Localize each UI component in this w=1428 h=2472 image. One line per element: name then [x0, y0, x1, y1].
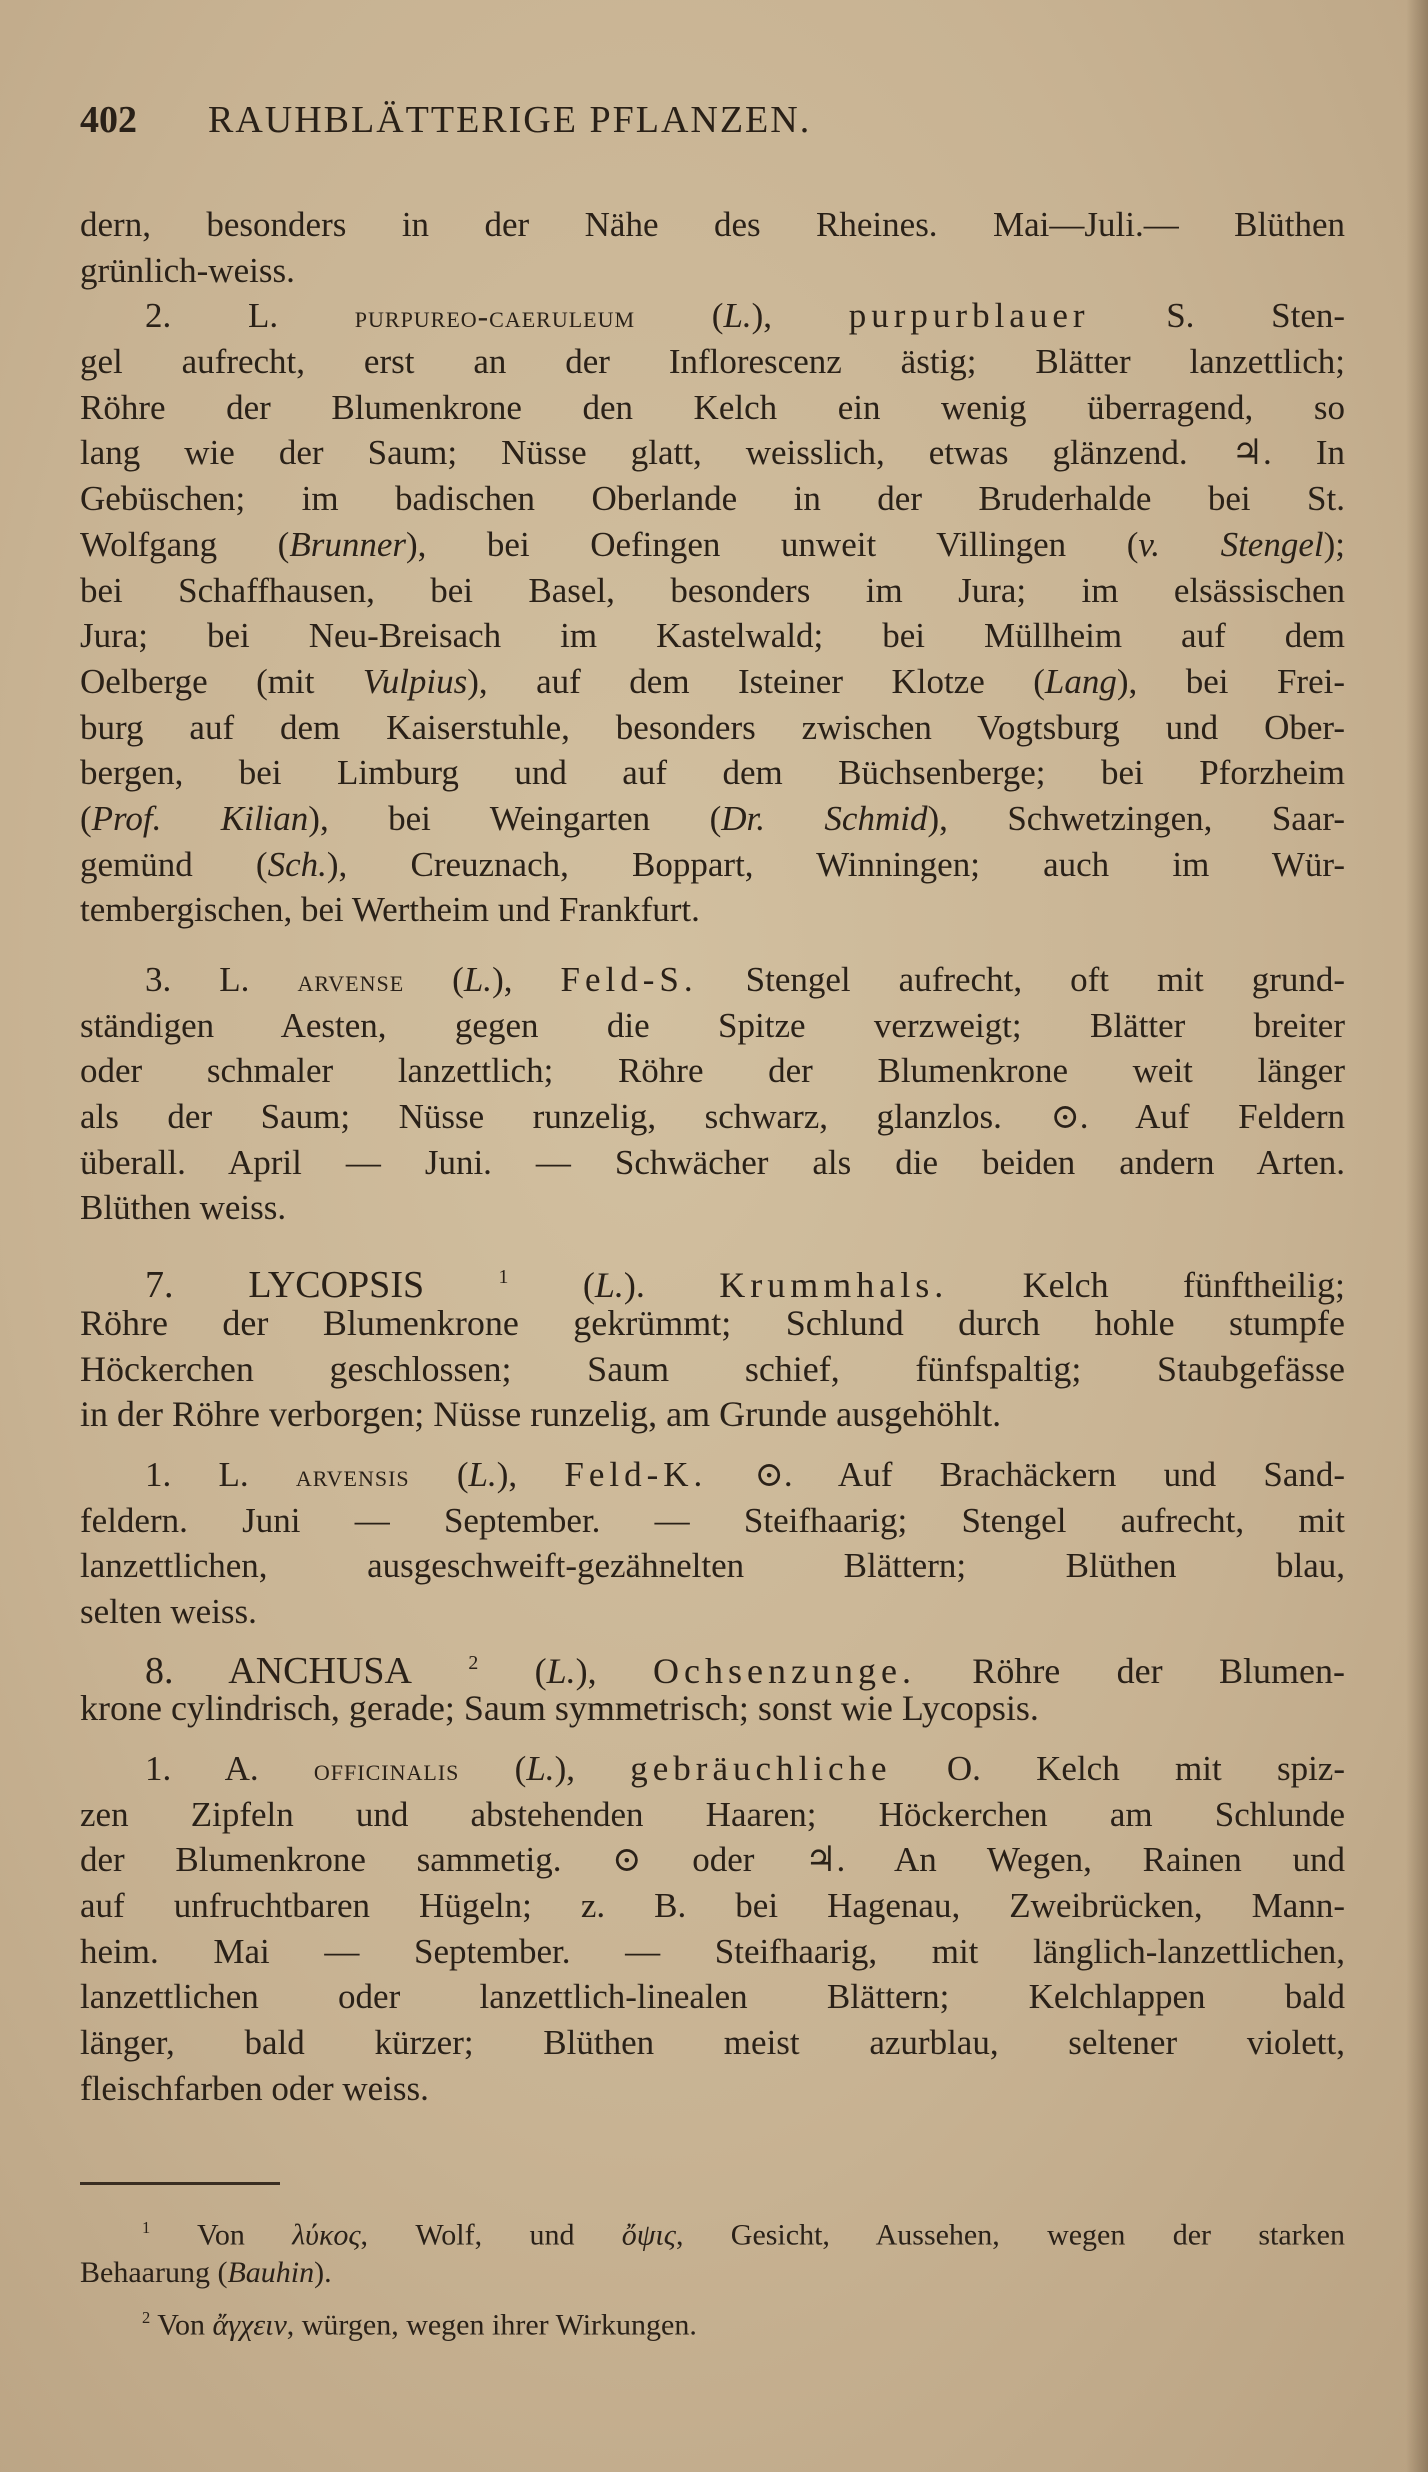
text-segment: ). — [314, 2256, 332, 2289]
text-segment: ἄγχειν — [212, 2308, 287, 2342]
footnote-marker: 2 — [468, 1651, 479, 1674]
text-segment: ), bei Frei- — [1116, 661, 1345, 701]
text-segment: 1. A. — [145, 1749, 314, 1788]
text-segment: ), bei Oefingen unweit Villingen ( — [405, 524, 1139, 564]
text-segment: ( — [459, 1749, 527, 1788]
text-segment: selten weiss. — [80, 1591, 257, 1631]
text-line — [80, 2250, 1345, 2295]
text-segment: dern, besonders in der Nähe des Rheines. Mai—Juli.— Blüthen — [80, 205, 1345, 244]
text-segment: Sch. — [267, 844, 327, 884]
text-segment: λύκος — [292, 2218, 361, 2252]
text-segment: Brunner — [289, 524, 406, 564]
text-line — [80, 1255, 1345, 1306]
body-text — [80, 202, 1345, 2112]
text-segment: 3. L. — [145, 960, 298, 999]
text-line — [80, 1837, 1345, 1883]
text-line — [80, 705, 1345, 751]
text-segment: ), auf dem Isteiner Klotze ( — [467, 661, 1045, 701]
text-line — [80, 1003, 1345, 1049]
text-segment: ( — [635, 296, 724, 336]
text-segment: überall. April — Juni. — Schwächer als die beiden andern Arten. — [80, 1142, 1345, 1182]
text-line — [80, 659, 1345, 705]
paragraph — [80, 1255, 1345, 1438]
text-segment: L. — [723, 296, 752, 336]
text-segment: als der Saum; Nüsse runzelig, schwarz, glanzlos. ⊙. Auf Feldern — [80, 1097, 1345, 1137]
text-segment: arvensis — [295, 1457, 410, 1493]
text-segment: in der Röhre verborgen; Nüsse runzelig, am Grunde ausgehöhlt. — [80, 1394, 1002, 1435]
text-segment — [424, 1265, 498, 1305]
text-line — [80, 1048, 1345, 1094]
text-segment — [412, 1650, 468, 1690]
text-segment: Feld-S. — [560, 960, 698, 999]
text-segment: ständigen Aesten, gegen die Spitze verzweigt; Blätter breiter — [80, 1005, 1345, 1045]
paragraph — [80, 1746, 1345, 2112]
text-line — [80, 1746, 1345, 1792]
text-segment: Röhre der Blumenkrone den Kelch ein wenig überragend, so — [80, 387, 1345, 427]
text-segment: purpurblauer — [848, 296, 1090, 336]
text-segment: Lang — [1044, 661, 1117, 701]
text-segment: ( — [80, 798, 92, 838]
running-title: RAUHBLÄTTERIGE PFLANZEN. — [208, 99, 812, 141]
text-segment: burg auf dem Kaiserstuhle, besonders zwischen Vogtsburg und Ober- — [80, 707, 1345, 747]
text-segment: Röhre der Blumen- — [915, 1650, 1345, 1691]
text-line — [80, 1686, 1345, 1732]
text-line — [80, 842, 1345, 888]
text-segment: 8. ANCHUSA — [145, 1649, 412, 1692]
text-segment: L. — [594, 1264, 624, 1305]
text-segment: ), Creuznach, Boppart, Winningen; auch im Wür- — [326, 844, 1345, 884]
text-segment: Jura; bei Neu-Breisach im Kastelwald; bei Müllheim auf dem — [80, 616, 1345, 656]
text-line — [80, 2066, 1345, 2112]
text-line — [80, 1883, 1345, 1929]
text-segment: Wolfgang ( — [80, 524, 290, 564]
text-line — [80, 385, 1345, 431]
text-segment: ), — [575, 1650, 654, 1691]
text-segment: 7. LYCOPSIS — [145, 1263, 425, 1306]
text-line — [80, 1301, 1345, 1347]
text-segment: v. Stengel — [1138, 524, 1324, 564]
text-segment: bei Schaffhausen, bei Basel, besonders im Jura; im elsässischen — [80, 570, 1345, 610]
text-line — [80, 2295, 1345, 2340]
footnote-marker: 2 — [142, 2308, 151, 2327]
text-segment: fleischfarben oder weiss. — [80, 2068, 429, 2108]
text-segment: lanzettlichen oder lanzettlich-linealen Blättern; Kelchlappen bald — [80, 1977, 1345, 2017]
text-line — [80, 202, 1345, 248]
text-line — [80, 750, 1345, 796]
text-segment: der Blumenkrone sammetig. ⊙ oder ♃. An Wegen, Rainen und — [80, 1840, 1345, 1880]
text-line — [80, 1641, 1345, 1692]
text-line — [80, 796, 1345, 842]
text-segment: arvense — [297, 963, 405, 998]
text-line — [80, 1392, 1345, 1438]
text-segment: L. — [463, 960, 493, 999]
text-segment: ( — [478, 1650, 547, 1691]
text-line — [80, 1589, 1345, 1635]
text-line — [80, 1452, 1345, 1498]
text-segment: ), bei Weingarten ( — [308, 798, 722, 838]
text-segment: Blüthen weiss. — [80, 1188, 287, 1228]
text-line — [80, 1185, 1345, 1231]
paragraph — [80, 1641, 1345, 1732]
text-line — [80, 248, 1345, 294]
text-segment: ( — [508, 1264, 595, 1305]
text-segment: länger, bald kürzer; Blüthen meist azurblau, seltener violett, — [80, 2023, 1345, 2063]
text-line — [80, 1347, 1345, 1393]
paragraph — [80, 293, 1345, 933]
text-segment: gebräuchliche — [630, 1749, 892, 1788]
text-line — [80, 1140, 1345, 1186]
footnote — [80, 2205, 1345, 2295]
text-segment: Gebüschen; im badischen Oberlande in der Bruderhalde bei St. — [80, 479, 1345, 519]
text-segment: purpureo-caeruleum — [354, 299, 636, 335]
text-line — [80, 2020, 1345, 2066]
paragraph — [80, 1452, 1345, 1635]
page-number: 402 — [80, 99, 137, 141]
text-line — [80, 1792, 1345, 1838]
text-segment: ), Schwetzingen, Saar- — [927, 798, 1345, 838]
text-segment: Behaarung ( — [80, 2256, 228, 2289]
text-segment: Von — [150, 2308, 213, 2342]
paragraph — [80, 202, 1345, 293]
text-segment: grünlich-weiss. — [80, 250, 295, 290]
text-line — [80, 339, 1345, 385]
footnote-marker: 1 — [142, 2218, 151, 2237]
text-segment: , Wolf, und — [360, 2218, 622, 2252]
text-segment: krone cylindrisch, gerade; Saum symmetrisch; sonst wie Lycopsis. — [80, 1688, 1039, 1729]
text-segment: auf unfruchtbaren Hügeln; z. B. bei Hagenau, Zweibrücken, Mann- — [80, 1886, 1345, 1926]
page-edge-shadow — [1406, 0, 1428, 2472]
text-segment: 2. L. — [145, 296, 355, 336]
text-segment: officinalis — [313, 1752, 460, 1787]
text-line — [80, 1929, 1345, 1975]
text-line — [80, 957, 1345, 1003]
text-segment: Krummhals. — [719, 1264, 949, 1305]
text-segment: ), — [751, 296, 849, 336]
footnotes — [80, 2205, 1345, 2340]
text-line — [80, 887, 1345, 933]
text-segment: Kelch fünftheilig; — [948, 1264, 1345, 1305]
text-segment: feldern. Juni — September. — Steifhaarig; Stengel aufrecht, mit — [80, 1500, 1345, 1540]
text-line — [80, 568, 1345, 614]
text-segment: L. — [526, 1749, 555, 1788]
text-segment: S. Sten- — [1089, 296, 1346, 336]
text-segment: Oelberge (mit — [80, 661, 363, 701]
text-line — [80, 476, 1345, 522]
text-segment: ⊙. Auf Brachäckern und Sand- — [707, 1454, 1346, 1494]
text-segment: zen Zipfeln und abstehenden Haaren; Höckerchen am Schlunde — [80, 1794, 1345, 1834]
text-segment: lanzettlichen, ausgeschweift-gezähnelten Blättern; Blüthen blau, — [80, 1546, 1345, 1586]
text-segment: ). — [623, 1264, 720, 1305]
text-segment: ), — [496, 1454, 565, 1494]
text-segment: heim. Mai — September. — Steifhaarig, mit länglich-lanzettlichen, — [80, 1931, 1345, 1971]
text-segment: O. Kelch mit spiz- — [891, 1749, 1345, 1788]
text-line — [80, 522, 1345, 568]
text-line — [80, 613, 1345, 659]
text-segment: Stengel aufrecht, oft mit grund- — [697, 960, 1346, 999]
text-segment: ); — [1323, 524, 1345, 564]
text-segment: Feld-K. — [564, 1454, 708, 1494]
text-segment: bergen, bei Limburg und auf dem Büchsenberge; bei Pforzheim — [80, 753, 1345, 793]
text-segment: gemünd ( — [80, 844, 268, 884]
text-line — [80, 1094, 1345, 1140]
text-segment: 1. L. — [145, 1454, 296, 1494]
text-segment: oder schmaler lanzettlich; Röhre der Blumenkrone weit länger — [80, 1051, 1345, 1091]
text-line — [80, 430, 1345, 476]
text-segment: ( — [409, 1454, 469, 1494]
text-segment: Von — [150, 2218, 293, 2252]
text-segment: tembergischen, bei Wertheim und Frankfurt. — [80, 890, 700, 930]
text-segment: , Gesicht, Aussehen, wegen der starken — [675, 2218, 1345, 2252]
text-segment: lang wie der Saum; Nüsse glatt, weisslich, etwas glänzend. ♃. In — [80, 433, 1345, 473]
text-segment: ), — [554, 1749, 631, 1788]
text-segment: Vulpius — [362, 661, 468, 701]
text-segment: Höckerchen geschlossen; Saum schief, fünfspaltig; Staubgefässe — [80, 1348, 1345, 1389]
text-segment: Prof. Kilian — [91, 798, 309, 838]
text-segment: Bauhin — [227, 2256, 315, 2289]
text-segment: ( — [404, 960, 464, 999]
text-segment: gel aufrecht, erst an der Inflorescenz ästig; Blätter lanzettlich; — [80, 342, 1345, 382]
text-line — [80, 1498, 1345, 1544]
text-segment: ὄψις — [621, 2218, 676, 2252]
text-line — [80, 2205, 1345, 2250]
text-segment: Ochsenzunge. — [653, 1650, 916, 1691]
running-header — [80, 98, 1080, 148]
text-line — [80, 1543, 1345, 1589]
footnote — [80, 2295, 1345, 2340]
text-segment: , würgen, wegen ihrer Wirkungen. — [286, 2308, 697, 2342]
text-line — [80, 1974, 1345, 2020]
text-segment: ), — [492, 960, 561, 999]
text-segment: Dr. Schmid — [721, 798, 928, 838]
footnote-marker: 1 — [498, 1266, 509, 1289]
text-segment: L. — [468, 1454, 497, 1494]
paragraph — [80, 957, 1345, 1231]
text-segment: Röhre der Blumenkrone gekrümmt; Schlund durch hohle stumpfe — [80, 1302, 1345, 1343]
text-segment: L. — [546, 1650, 576, 1691]
footnote-rule — [80, 2182, 280, 2185]
text-line — [80, 293, 1345, 339]
